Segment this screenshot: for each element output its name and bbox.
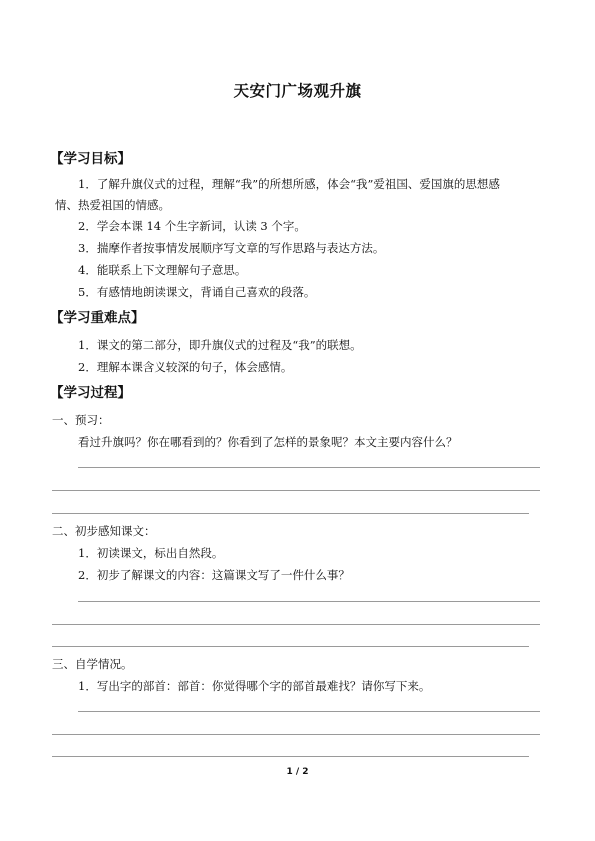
- answer-line[interactable]: [52, 624, 540, 625]
- preview-question: 看过升旗吗？你在哪看到的？你看到了怎样的景象呢？本文主要内容什么？: [78, 435, 458, 449]
- section-heading-goals: 【学习目标】: [50, 151, 131, 167]
- perceive-item-1: 1．初读课文，标出自然段。: [78, 546, 224, 560]
- section-heading-process: 【学习过程】: [50, 385, 131, 401]
- answer-line[interactable]: [52, 756, 529, 757]
- goal-item-3: 3．揣摩作者按事情发展顺序写文章的写作思路与表达方法。: [78, 241, 385, 255]
- perceive-label: 二、初步感知课文：: [52, 524, 156, 538]
- answer-line[interactable]: [78, 711, 540, 712]
- self-study-label: 三、自学情况。: [52, 657, 133, 671]
- answer-line[interactable]: [52, 513, 529, 514]
- answer-line[interactable]: [52, 490, 540, 491]
- goal-item-5: 5．有感情地朗读课文，背诵自己喜欢的段落。: [78, 285, 316, 299]
- goal-item-1: 1．了解升旗仪式的过程，理解“我”的所想所感，体会“我”爱祖国、爱国旗的思想感: [78, 177, 500, 191]
- answer-line[interactable]: [52, 734, 540, 735]
- preview-label: 一、预习：: [52, 413, 110, 427]
- answer-line[interactable]: [52, 646, 529, 647]
- keypoint-item-2: 2．理解本课含义较深的句子，体会感情。: [78, 360, 293, 374]
- keypoint-item-1: 1．课文的第二部分，即升旗仪式的过程及“我”的联想。: [78, 338, 362, 352]
- self-study-item-1: 1．写出字的部首：部首：你觉得哪个字的部首最难找？请你写下来。: [78, 679, 431, 693]
- page-title: 天安门广场观升旗: [233, 82, 362, 100]
- answer-line[interactable]: [78, 601, 540, 602]
- page-number: 1 / 2: [286, 767, 309, 777]
- perceive-item-2: 2．初步了解课文的内容：这篇课文写了一件什么事？: [78, 568, 350, 582]
- goal-item-4: 4．能联系上下文理解句子意思。: [78, 263, 247, 277]
- section-heading-keypoints: 【学习重难点】: [50, 310, 145, 326]
- goal-item-2: 2．学会本课 14 个生字新词，认读 3 个字。: [78, 219, 306, 233]
- answer-line[interactable]: [78, 467, 540, 468]
- goal-item-1-cont: 情、热爱祖国的情感。: [55, 198, 170, 212]
